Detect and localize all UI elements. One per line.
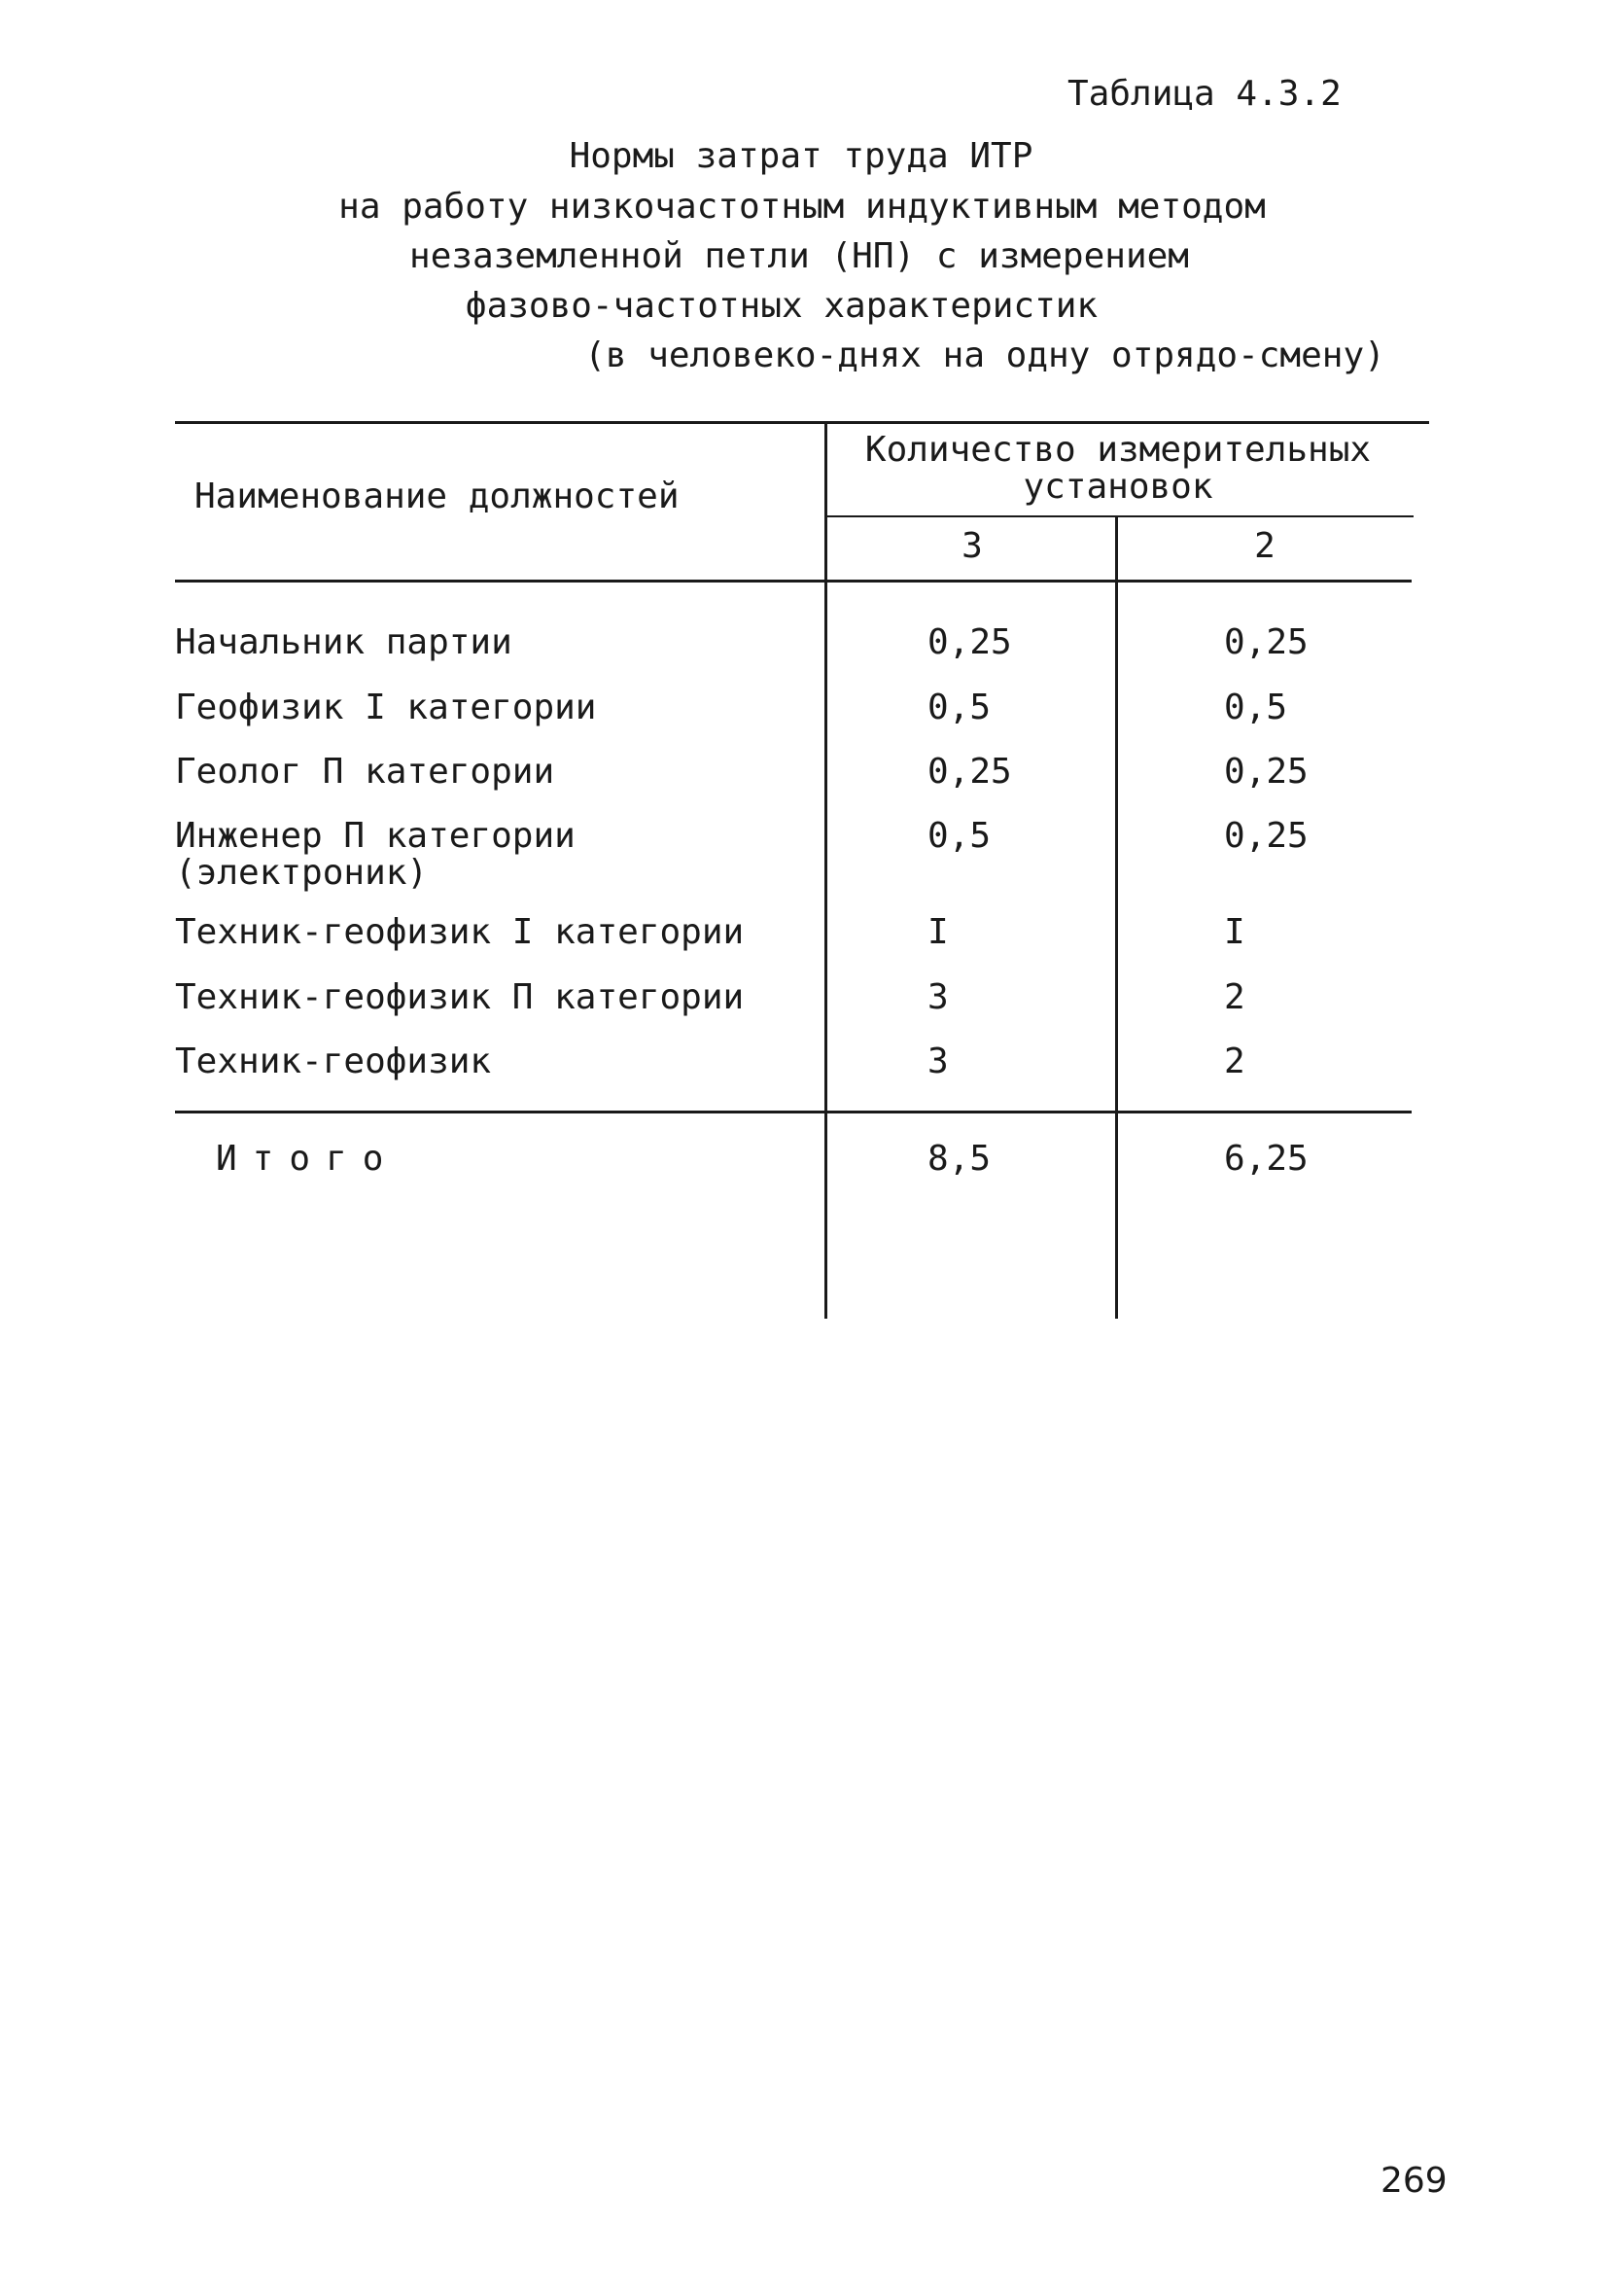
- row-value-2: 0,25: [1224, 816, 1309, 856]
- row-position-continuation: (электроник): [175, 853, 429, 893]
- table-title-line-2: на работу низкочастотным индуктивным методом: [338, 187, 1266, 227]
- table-title-line-4: фазово-частотных характеристик: [465, 286, 1099, 326]
- column-header-quantity-line-1: Количество измерительных: [864, 430, 1372, 470]
- row-position: Техник-геофизик: [175, 1042, 492, 1081]
- row-value-3: 0,5: [927, 816, 992, 856]
- row-value-2: 0,5: [1224, 688, 1288, 727]
- row-value-3: 3: [927, 1042, 949, 1081]
- column-header-quantity: [826, 432, 1410, 506]
- column-divider-2: [1115, 515, 1118, 1319]
- row-value-3: I: [927, 912, 949, 952]
- total-label: Итого: [216, 1139, 400, 1179]
- row-position: Инженер П категории: [175, 816, 576, 856]
- row-position: Геолог П категории: [175, 752, 555, 792]
- row-value-2: 0,25: [1224, 752, 1309, 792]
- row-position: Техник-геофизик I категории: [175, 912, 745, 952]
- table-units-note: (в человеко-днях на одну отрядо-смену): [584, 336, 1385, 375]
- page-number: 269: [1381, 2161, 1448, 2201]
- subheader-2-units: 2: [1254, 526, 1276, 566]
- row-value-2: I: [1224, 912, 1245, 952]
- column-header-quantity-line-2: установок: [1023, 467, 1213, 507]
- row-value-2: 0,25: [1224, 622, 1309, 662]
- row-value-3: 3: [927, 977, 949, 1017]
- row-position: Геофизик I категории: [175, 688, 597, 727]
- row-position: Начальник партии: [175, 622, 512, 662]
- row-position: Техник-геофизик П категории: [175, 977, 745, 1017]
- row-value-2: 2: [1224, 1042, 1245, 1081]
- header-bottom-rule: [175, 580, 1412, 583]
- total-value-2: 6,25: [1224, 1139, 1309, 1179]
- row-value-3: 0,5: [927, 688, 992, 727]
- column-header-position: Наименование должностей: [194, 477, 680, 516]
- total-separator-rule: [175, 1111, 1412, 1113]
- subheader-3-units: 3: [961, 526, 983, 566]
- row-value-2: 2: [1224, 977, 1245, 1017]
- table-number: Таблица 4.3.2: [1067, 74, 1342, 114]
- row-value-3: 0,25: [927, 752, 1012, 792]
- header-subdivision-rule: [826, 515, 1414, 517]
- total-value-3: 8,5: [927, 1139, 992, 1179]
- table-title-line-3: незаземленной петли (НП) с измерением: [409, 236, 1189, 276]
- table-top-rule: [175, 421, 1429, 424]
- table-title-line-1: Нормы затрат труда ИТР: [569, 136, 1033, 176]
- row-value-3: 0,25: [927, 622, 1012, 662]
